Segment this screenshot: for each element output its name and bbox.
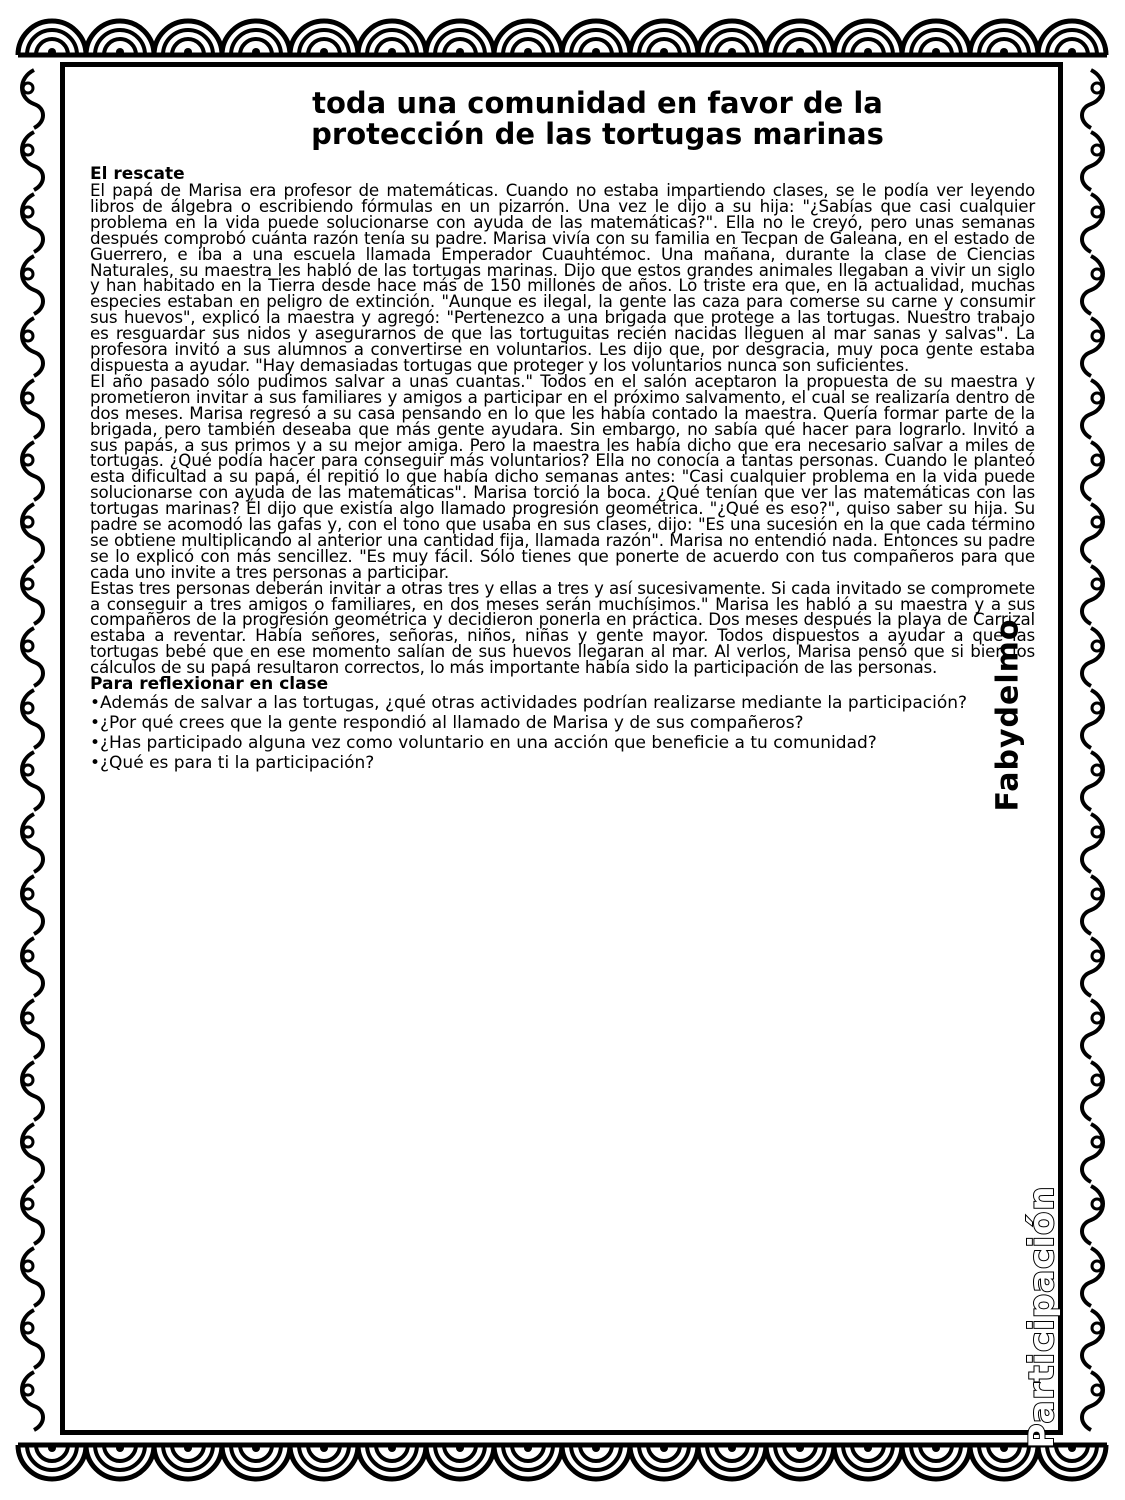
author-watermark: Fabydelmo	[990, 618, 1026, 812]
reflection-question: •Además de salvar a las tortugas, ¿qué otras actividades podrían realizarse mediante la participación?	[90, 693, 968, 714]
paragraph-2: El año pasado sólo pudimos salvar a unas cuantas." Todos en el salón aceptaron la propuesta de su maestra y prometieron invitar a sus familiares y amigos a participar en el próximo salvamento, el cual se realizaría dentro de dos meses. Marisa regresó a su casa pensando en lo que les había contado la maestra. Quería formar parte de la brigada, pero también deseaba que más gente ayudara. Sin embargo, no sabía qué hacer para lograrlo. Invitó a sus papás, a sus primos y a su mejor amiga. Pero la maestra les había dicho que era necesario salvar a miles de tortugas. ¿Qué podía hacer para conseguir más voluntarios? Ella no conocía a tantas personas. Cuando le planteó esta dificultad a su papá, él repitió lo que había dicho semanas antes: "Casi cualquier problema en la vida puede solucionarse con ayuda de las matemáticas". Marisa torció la boca. ¿Qué tenían que ver las matemáticas con las tortugas marinas? Él dijo que existía algo llamado progresión geométrica. "¿Qué es eso?", quiso saber su hija. Su padre se acomodó las gafas y, con el tono que usaba en sus clases, dijo: "Es una sucesión en la que cada término se obtiene multiplicando al anterior una cantidad fija, llamada razón". Marisa no entendió nada. Entonces su padre se lo explicó con más sencillez. "Es muy fácil. Sólo tienes que ponerte de acuerdo con tus compañeros para que cada uno invite a tres personas a participar.	[90, 370, 1035, 582]
reflection-question: •¿Por qué crees que la gente respondió al llamado de Marisa y de sus compañeros?	[90, 713, 804, 734]
top-border-pattern	[18, 21, 1107, 56]
left-border-pattern	[22, 70, 43, 1430]
title-line-1: toda una comunidad en favor de la	[312, 86, 883, 120]
reflection-question: •¿Qué es para ti la participación?	[90, 753, 375, 774]
document-content	[90, 88, 1035, 775]
reflection-heading: Para reflexionar en clase	[90, 674, 329, 695]
section-heading: El rescate	[90, 164, 185, 184]
page-title	[90, 88, 1035, 150]
reflection-question: •¿Has participado alguna vez como voluntario en una acción que beneficie a tu comunidad?	[90, 733, 877, 754]
topic-label: Participación	[1022, 1185, 1062, 1449]
title-line-2: protección de las tortugas marinas	[311, 117, 884, 151]
bottom-border-pattern	[18, 1444, 1107, 1479]
paragraph-1: El papá de Marisa era profesor de matemáticas. Cuando no estaba impartiendo clases, se le podía ver leyendo libros de álgebra o escribiendo fórmulas en un pizarrón. Una vez le dijo a su hija: "¿Sabías que casi cualquier problema en la vida puede solucionarse con ayuda de las matemáticas?". Ella no le creyó, pero unas semanas después comprobó cuánta razón tenía su padre. Marisa vivía con su familia en Tecpan de Galeana, en el estado de Guerrero, e iba a una escuela llamada Emperador Cuauhtémoc. Una mañana, durante la clase de Ciencias Naturales, su maestra les habló de las tortugas marinas. Dijo que estos grandes animales llegaban a vivir un siglo y han habitado en la Tierra desde hace más de 150 millones de años. Lo triste era que, en la actualidad, muchas especies estaban en peligro de extinción. "Aunque es ilegal, la gente las caza para comerse su carne y consumir sus huevos", explicó la maestra y agregó: "Pertenezco a una brigada que protege a las tortugas. Nuestro trabajo es resguardar sus nidos y asegurarnos de que las tortuguitas recién nacidas lleguen al mar sanas y salvas". La profesora invitó a sus alumnos a convertirse en voluntarios. Les dijo que, por desgracia, muy poca gente estaba dispuesta a ayudar. "Hay demasiadas tortugas que proteger y los voluntarios nunca son suficientes.	[90, 180, 1035, 375]
paragraph-3: Estas tres personas deberán invitar a otras tres y ellas a tres y así sucesivamente. Si cada invitado se compromete a conseguir a tres amigos o familiares, en dos meses serán muchísimos." Marisa les habló a su maestra y a sus compañeros de la progresión geométrica y decidieron ponerla en práctica. Dos meses después la playa de Carrizal estaba a reventar. Había señores, señoras, niños, niñas y gente mayor. Todos dispuestos a ayudar a que las tortugas bebé que en ese momento salían de sus huevos llegaran al mar. Al verlos, Marisa pensó que si bien los cálculos de su papá resultaron correctos, lo más importante había sido la participación de las personas.	[90, 577, 1035, 678]
right-border-pattern	[1082, 70, 1103, 1430]
